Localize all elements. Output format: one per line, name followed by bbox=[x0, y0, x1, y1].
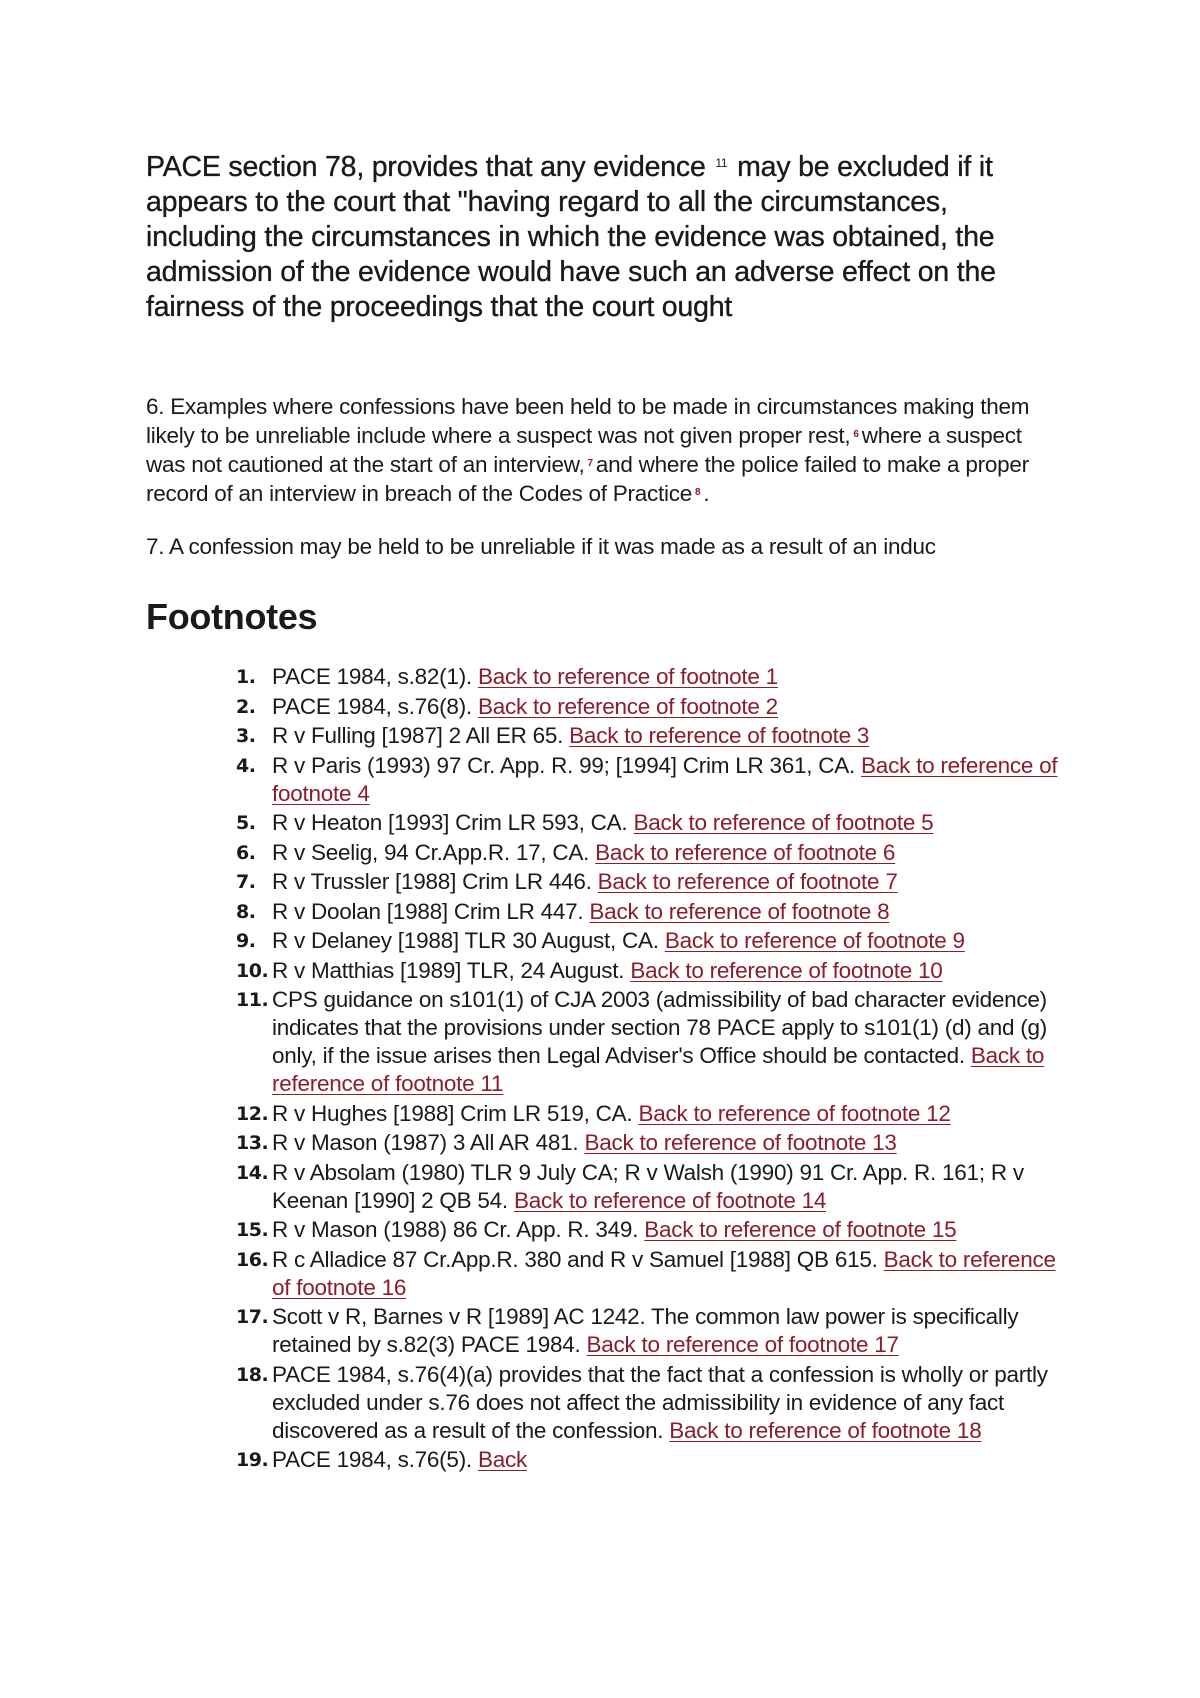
back-to-reference-link[interactable]: Back to reference of footnote 8 bbox=[589, 898, 890, 924]
footnote-number: 3. bbox=[236, 725, 256, 747]
footnote-number: 13. bbox=[236, 1132, 269, 1154]
footnote-item bbox=[146, 868, 1067, 896]
document-page bbox=[146, 146, 1066, 1476]
footnote-item bbox=[146, 1361, 1067, 1445]
footnote-text: R v Mason (1988) 86 Cr. App. R. 349. bbox=[272, 1217, 639, 1242]
para6-part4: . bbox=[703, 481, 710, 506]
footnotes-heading: Footnotes bbox=[146, 596, 318, 637]
back-to-reference-link[interactable]: Back to reference of footnote 9 bbox=[664, 928, 965, 953]
footnote-number: 19. bbox=[236, 1449, 269, 1471]
footnote-number: 14. bbox=[236, 1161, 269, 1184]
footnote-text: R v Matthias [1989] TLR, 24 August. bbox=[272, 957, 625, 983]
footnote-item bbox=[146, 927, 1067, 955]
footnote-text: PACE 1984, s.82(1). bbox=[272, 664, 472, 689]
footnote-item bbox=[146, 898, 1067, 926]
footnote-item bbox=[146, 986, 1067, 1098]
footnote-number: 4. bbox=[236, 754, 256, 777]
footnotes-list bbox=[146, 663, 1066, 1474]
footnote-number: 12. bbox=[236, 1102, 269, 1125]
back-to-reference-link[interactable]: Back to reference of footnote 14 bbox=[513, 1187, 827, 1213]
footnote-text: R v Heaton [1993] Crim LR 593, CA. bbox=[272, 810, 628, 835]
footnote-text: R v Paris (1993) 97 Cr. App. R. 99; [1994] Crim LR 361, CA. bbox=[272, 752, 856, 778]
para6-part3: and where the police failed to make a proper record of an interview in breach of the Codes of Practice bbox=[146, 452, 1029, 506]
footnote-item bbox=[146, 693, 1067, 721]
footnote-text: R v Fulling [1987] 2 All ER 65. bbox=[272, 723, 564, 748]
footnote-text: CPS guidance on s101(1) of CJA 2003 (admissibility of bad character evidence) indicates that the provisions under section 78 PACE apply to s101(1) (d) and (g) only, if the issue arises then Legal Adviser's Office should be contacted. bbox=[272, 987, 1048, 1068]
paragraph-7: 7. A confession may be held to be unreliable if it was made as a result of an induc bbox=[146, 534, 936, 559]
footnote-number: 9. bbox=[236, 930, 256, 952]
footnote-ref-7[interactable]: 7 bbox=[587, 458, 593, 469]
footnote-number: 5. bbox=[236, 812, 256, 834]
footnote-number: 8. bbox=[236, 900, 256, 923]
footnote-item bbox=[146, 1246, 1067, 1302]
back-to-reference-link[interactable]: Back to reference of footnote 11 bbox=[272, 1043, 1045, 1096]
footnote-ref-6[interactable]: 6 bbox=[853, 429, 859, 440]
footnote-item bbox=[146, 752, 1067, 808]
paragraph-6 bbox=[146, 393, 1066, 508]
footnote-number: 6. bbox=[236, 841, 256, 864]
footnote-text: PACE 1984, s.76(5). bbox=[272, 1447, 472, 1472]
footnote-text: Scott v R, Barnes v R [1989] AC 1242. The common law power is specifically retained by s.82(3) PACE 1984. bbox=[272, 1304, 1019, 1357]
footnote-item bbox=[146, 1446, 1067, 1474]
footnote-item bbox=[146, 722, 1067, 750]
footnote-text: R v Mason (1987) 3 All AR 481. bbox=[272, 1130, 579, 1155]
footnote-number: 2. bbox=[236, 695, 256, 718]
footnote-text: PACE 1984, s.76(8). bbox=[272, 693, 472, 719]
footnote-number: 18. bbox=[236, 1363, 269, 1386]
back-to-reference-link[interactable]: Back to reference of footnote 7 bbox=[597, 869, 898, 894]
intro-text-after-ref: may be excluded if it appears to the court that "having regard to all the circumstances, including the circumstances in which the evidence was obtained, the admission of the evidence would have such an adverse effect on the fairness of the proceedings that the court ought bbox=[146, 151, 996, 323]
footnote-text: R c Alladice 87 Cr.App.R. 380 and R v Samuel [1988] QB 615. bbox=[272, 1246, 878, 1272]
para6-part1: 6. Examples where confessions have been held to be made in circumstances making them likely to be unreliable include where a suspect was not given proper rest, bbox=[146, 394, 1030, 448]
footnote-item bbox=[146, 809, 1067, 837]
footnote-text: R v Seelig, 94 Cr.App.R. 17, CA. bbox=[272, 839, 590, 865]
footnote-number: 7. bbox=[236, 871, 256, 893]
footnote-item bbox=[146, 957, 1067, 985]
back-to-reference-link[interactable]: Back to reference of footnote 15 bbox=[644, 1217, 957, 1242]
footnote-item bbox=[146, 1159, 1067, 1215]
footnote-number: 11. bbox=[236, 989, 269, 1011]
back-to-reference-link[interactable]: Back to reference of footnote 18 bbox=[669, 1417, 982, 1443]
back-to-reference-link[interactable]: Back to reference of footnote 1 bbox=[477, 664, 778, 689]
back-to-reference-link[interactable]: Back to reference of footnote 2 bbox=[477, 693, 778, 719]
footnote-item bbox=[146, 1303, 1067, 1359]
back-to-reference-link[interactable]: Back bbox=[477, 1447, 527, 1472]
back-to-reference-link[interactable]: Back to reference of footnote 13 bbox=[584, 1130, 897, 1155]
back-to-reference-link[interactable]: Back to reference of footnote 16 bbox=[272, 1246, 1056, 1300]
footnote-text: R v Hughes [1988] Crim LR 519, CA. bbox=[272, 1100, 633, 1126]
back-to-reference-link[interactable]: Back to reference of footnote 12 bbox=[638, 1100, 951, 1126]
footnote-text: R v Absolam (1980) TLR 9 July CA; R v Walsh (1990) 91 Cr. App. R. 161; R v Keenan [1990] 2 QB 54. bbox=[272, 1159, 1024, 1213]
footnote-ref-8[interactable]: 8 bbox=[695, 487, 701, 498]
footnote-number: 16. bbox=[236, 1248, 269, 1271]
footnote-item bbox=[146, 663, 1067, 691]
footnote-number: 17. bbox=[236, 1306, 269, 1328]
footnote-item bbox=[146, 1100, 1067, 1128]
back-to-reference-link[interactable]: Back to reference of footnote 10 bbox=[630, 957, 943, 983]
footnote-text: R v Delaney [1988] TLR 30 August, CA. bbox=[272, 928, 659, 953]
para6-part2: where a suspect was not cautioned at the start of an interview, bbox=[146, 423, 1022, 477]
intro-text-before-ref: PACE section 78, provides that any evidence bbox=[146, 151, 706, 183]
footnote-number: 10. bbox=[236, 959, 269, 982]
footnote-number: 1. bbox=[236, 666, 256, 688]
back-to-reference-link[interactable]: Back to reference of footnote 17 bbox=[586, 1332, 899, 1357]
back-to-reference-link[interactable]: Back to reference of footnote 5 bbox=[633, 810, 934, 835]
intro-paragraph bbox=[146, 146, 1066, 325]
back-to-reference-link[interactable]: Back to reference of footnote 4 bbox=[272, 752, 1058, 806]
footnote-text: R v Trussler [1988] Crim LR 446. bbox=[272, 869, 592, 894]
footnote-item bbox=[146, 1216, 1067, 1244]
footnote-item bbox=[146, 839, 1067, 867]
footnote-item bbox=[146, 1129, 1067, 1157]
back-to-reference-link[interactable]: Back to reference of footnote 6 bbox=[595, 839, 896, 865]
footnote-text: PACE 1984, s.76(4)(a) provides that the fact that a confession is wholly or partly excluded under s.76 does not affect the admissibility in evidence of any fact discovered as a result of the confession. bbox=[272, 1361, 1048, 1443]
back-to-reference-link[interactable]: Back to reference of footnote 3 bbox=[569, 723, 870, 748]
footnote-number: 15. bbox=[236, 1219, 269, 1241]
footnote-text: R v Doolan [1988] Crim LR 447. bbox=[272, 898, 584, 924]
footnote-ref-11[interactable]: 11 bbox=[715, 156, 728, 170]
